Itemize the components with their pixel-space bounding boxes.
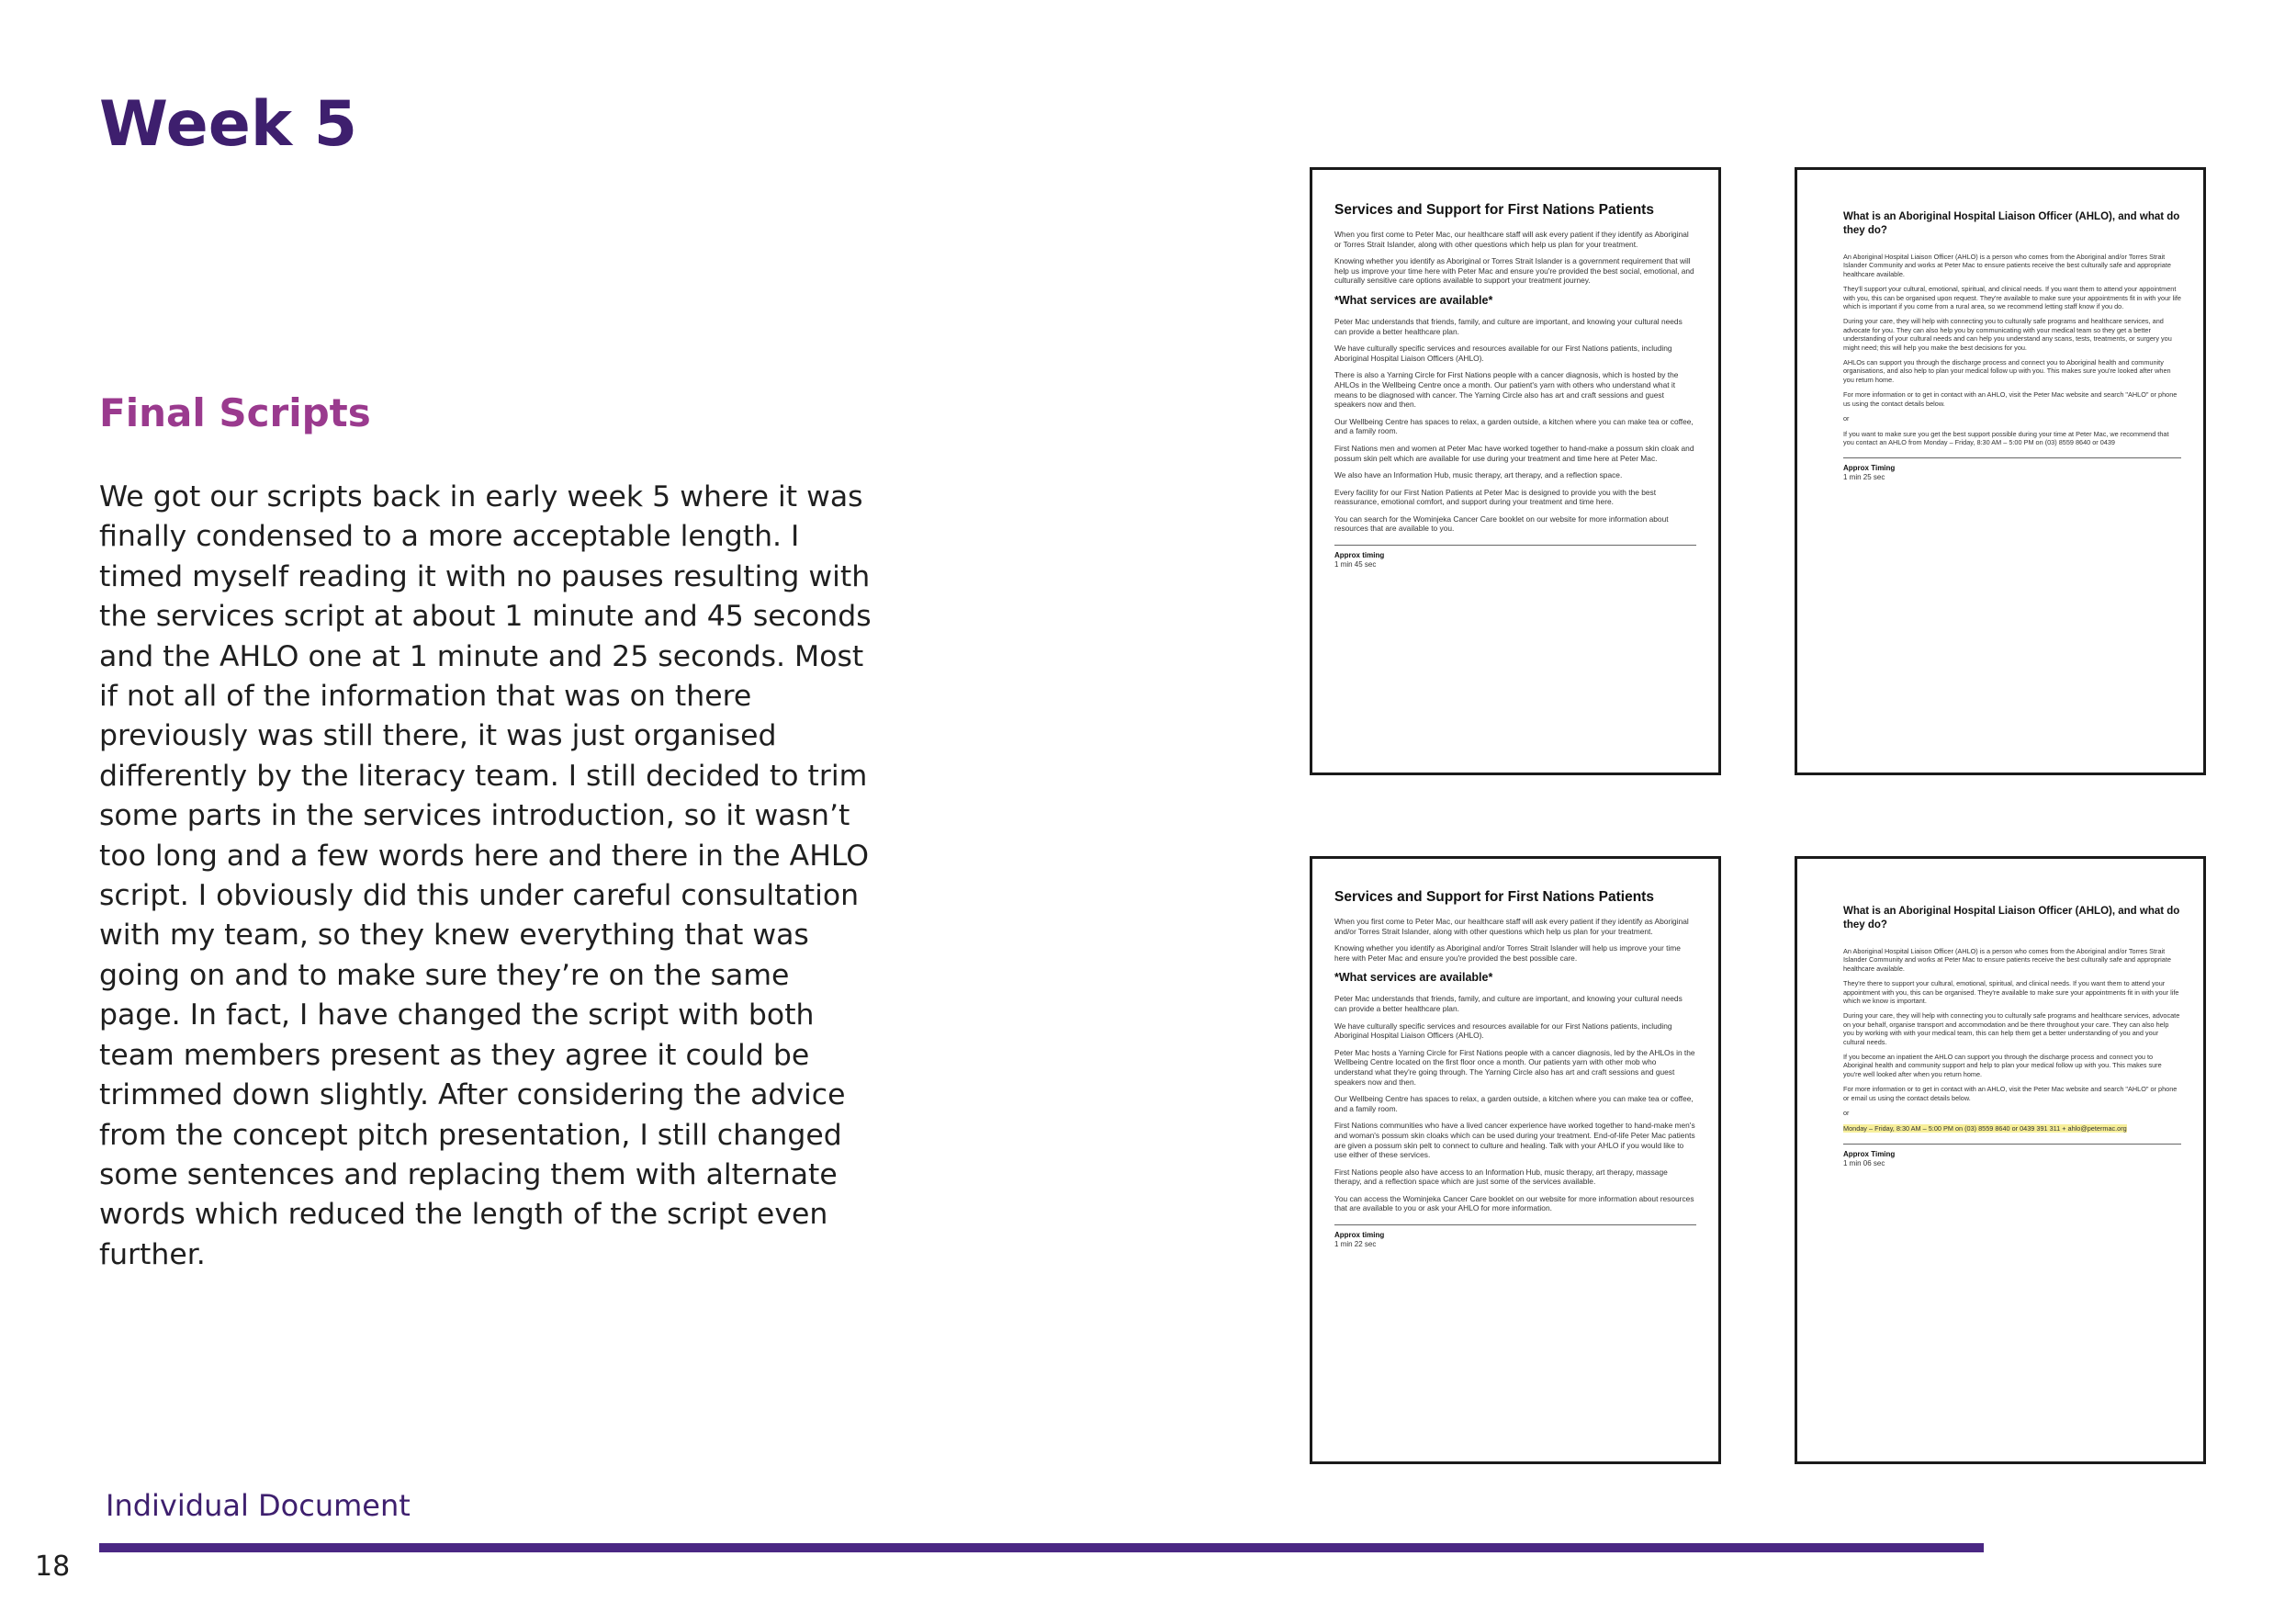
doc-paragraph: They'll support your cultural, emotional, spiritual, and clinical needs. If you want them to attend your appointment with you, this can be organised upon request. They're available to make sure your appointments fit in with your life which is important if you come from a rural area, so we recommend letting staff know if you do. [1843, 285, 2181, 311]
doc-timing-label: Approx Timing [1843, 464, 1896, 473]
doc-paragraph: or [1843, 414, 1850, 423]
doc-paragraph: During your care, they will help with connecting you to culturally safe programs and healthcare services, advocate on your behalf, organise transport and accommodation and be there throughout your care. They can also help you by working with with your medical team, this can help them get a better understanding of you and your cultural needs. [1843, 1011, 2180, 1046]
doc-paragraph: AHLOs can support you through the discharge process and connect you to Aboriginal health and community organisations, and also help to plan your medical follow up with you. This makes sure you're looked after when you return home. [1843, 358, 2171, 384]
doc-paragraph: Knowing whether you identify as Aboriginal and/or Torres Strait Islander will help us improve your time here with Peter Mac and ensure you're provided the best possible care. [1334, 943, 1681, 963]
doc-paragraph: Every facility for our First Nation Patients at Peter Mac is designed to provide you with the best reassurance, emotional comfort, and support during your treatment and time here. [1334, 487, 1657, 507]
doc-title: Services and Support for First Nations Patients [1334, 202, 1654, 218]
doc-paragraph: You can search for the Wominjeka Cancer Care booklet on our website for more information about resources that are available to you. [1334, 513, 1669, 534]
doc-paragraph: They're there to support your cultural, emotional, spiritual, and clinical needs. If you want them to attend your appointment with you, this can be organised. They're available to make sure your appointments fit in with your life which we know is important. [1843, 979, 2179, 1006]
doc-paragraph: During your care, they will help with connecting you to culturally safe programs and healthcare services, and advocate for you. They can also help you by communicating with your medical team so they get a better understanding of your cultural needs and can help you understand any scans, tests, treatments, or surgery you might need; this will help you make the best decisions for you. [1843, 317, 2172, 352]
doc-paragraph: First Nations men and women at Peter Mac have worked together to hand-make a possum skin cloak and possum skin pelt which are available for use during your treatment and time here at Peter Mac. [1334, 443, 1694, 463]
doc-paragraph: Our Wellbeing Centre has spaces to relax, a garden outside, a kitchen where you can make tea or coffee, and a family room. [1334, 416, 1694, 436]
doc-paragraph: When you first come to Peter Mac, our healthcare staff will ask every patient if they identify as Aboriginal and/or Torres Strait Islander, along with other questions which help us plan for your treatment. [1334, 917, 1689, 936]
doc-timing-value: 1 min 45 sec [1334, 560, 1377, 570]
doc-divider [1334, 1224, 1696, 1225]
doc-paragraph: Peter Mac understands that friends, family, and culture are important, and knowing your cultural needs can provide a better healthcare plan. [1334, 994, 1683, 1013]
footer-label: Individual Document [106, 1488, 411, 1523]
document-ahlo-draft [1795, 167, 2206, 775]
doc-timing-label: Approx timing [1334, 1231, 1385, 1240]
doc-paragraph: For more information or to get in contact with an AHLO, visit the Peter Mac website and search "AHLO" or phone or email us using the contact details below. [1843, 1085, 2178, 1102]
doc-paragraph: You can access the Wominjeka Cancer Care booklet on our website for more information about resources that are available to you or ask your AHLO for more information. [1334, 1193, 1694, 1213]
doc-paragraph: If you want to make sure you get the best support possible during your time at Peter Mac, we recommend that you contact an AHLO from Monday – Friday, 8:30 AM – 5:00 PM on (03) 8559 8640 or 0439 [1843, 429, 2169, 446]
doc-paragraph: First Nations communities who have a lived cancer experience have worked together to hand-make men's and woman's possum skin cloaks which can be used during your treatment. End-of-life Peter Mac patients are given a possum skin pelt to connect to culture and healing. Talk with your AHLO if you would like to use either of these services. [1334, 1121, 1695, 1160]
doc-timing-value: 1 min 06 sec [1843, 1158, 1885, 1167]
document-services-final [1310, 856, 1721, 1464]
doc-paragraph: An Aboriginal Hospital Liaison Officer (AHLO) is a person who comes from the Aboriginal and/or Torres Strait Islander Community and works at Peter Mac to ensure patients receive the best culturally safe and appropriate healthcare available. [1843, 947, 2171, 973]
doc-paragraph [1819, 1124, 2181, 1133]
doc-subheading: *What services are available* [1334, 971, 1493, 985]
doc-divider [1843, 457, 2181, 458]
doc-paragraph: We also have an Information Hub, music therapy, art therapy, and a reflection space. [1334, 470, 1623, 480]
doc-timing-value: 1 min 22 sec [1334, 1240, 1377, 1249]
document-ahlo-final [1795, 856, 2206, 1464]
doc-paragraph: We have culturally specific services and resources available for our First Nations patients, including Aboriginal Hospital Liaison Officers (AHLO). [1334, 1021, 1672, 1041]
doc-paragraph: Peter Mac understands that friends, family, and culture are important, and knowing your cultural needs can provide a better healthcare plan. [1334, 316, 1683, 336]
page-heading: Week 5 [99, 88, 358, 161]
doc-paragraph: Knowing whether you identify as Aboriginal or Torres Strait Islander is a government requirement that will help us improve your time here with Peter Mac and ensure you're provided the best social, emotional, and culturally sensitive care options available to support your treatment journey. [1334, 256, 1694, 286]
doc-paragraph: Peter Mac hosts a Yarning Circle for First Nations people with a cancer diagnosis, led by the AHLOs in the Wellbeing Centre located on the first floor once a month. Our patients yarn with other mob who understand what they're going through. The Yarning Circle also has art and craft sessions and guest speakers now and then. [1334, 1047, 1695, 1087]
doc-paragraph: First Nations people also have access to an Information Hub, music therapy, art therapy, massage therapy, and a reflection space which are just some of the services available. [1334, 1167, 1668, 1187]
doc-paragraph: For more information or to get in contact with an AHLO, visit the Peter Mac website and search "AHLO" or phone us using the contact details below. [1843, 390, 2178, 408]
section-title: Final Scripts [99, 390, 371, 435]
doc-paragraph: or [1843, 1109, 1850, 1118]
document-services-draft [1310, 167, 1721, 775]
doc-divider [1843, 1144, 2181, 1145]
doc-title: Services and Support for First Nations Patients [1334, 889, 1654, 905]
body-paragraph: We got our scripts back in early week 5 where it was finally condensed to a more acceptable length. I timed myself reading it with no pauses resulting with the services script at about 1 minute and 45 seconds and the AHLO one at 1 minute and 25 seconds. Most if not all of the information that was on there previously was still there, it was just organised differently by the literacy team. I still decided to trim some parts in the services introduction, so it wasn’t too long and a few words here and there in the AHLO script. I obviously did this under careful consultation with my team, so they knew everything that was going on and to make sure they’re on the same page. In fact, I have changed the script with both team members present as they agree it could be trimmed down slightly. After considering the advice from the concept pitch presentation, I still changed some sentences and replacing them with alternate words which reduced the length of the script even further. [99, 480, 872, 1271]
doc-paragraph: There is also a Yarning Circle for First Nations people with a cancer diagnosis, which is hosted by the AHLOs in the Wellbeing Centre once a month. Our patient's yarn with others who understand what it means to be diagnosed with cancer. The Yarning Circle also has art and craft sessions and guest speakers now and then. [1334, 370, 1679, 410]
doc-paragraph: An Aboriginal Hospital Liaison Officer (AHLO) is a person who comes from the Aboriginal and/or Torres Strait Islander Community and works at Peter Mac to ensure patients receive the best culturally safe and appropriate healthcare available. [1843, 253, 2171, 278]
doc-paragraph: When you first come to Peter Mac, our healthcare staff will ask every patient if they identify as Aboriginal or Torres Strait Islander, along with other questions which help us plan for your treatment. [1334, 230, 1689, 249]
doc-paragraph: If you become an inpatient the AHLO can support you through the discharge process and connect you to Aboriginal health and community support and help to plan your medical follow up with you. This makes sure you're well looked after when you return home. [1843, 1053, 2162, 1078]
footer-divider [99, 1543, 1984, 1552]
doc-paragraph: We have culturally specific services and resources available for our First Nations patients, including Aboriginal Hospital Liaison Officers (AHLO). [1334, 344, 1672, 363]
doc-timing-label: Approx timing [1334, 551, 1385, 560]
highlighted-contact: Monday – Friday, 8:30 AM – 5:00 PM on (03) 8559 8640 or 0439 391 311 + ahlo@petermac.org [1843, 1123, 2127, 1133]
doc-timing-label: Approx Timing [1843, 1149, 1896, 1158]
doc-divider [1334, 545, 1696, 546]
doc-timing-value: 1 min 25 sec [1843, 473, 1885, 482]
page-number: 18 [35, 1551, 71, 1583]
doc-paragraph: Our Wellbeing Centre has spaces to relax, a garden outside, a kitchen where you can make tea or coffee, and a family room. [1334, 1094, 1694, 1113]
doc-title: What is an Aboriginal Hospital Liaison Officer (AHLO), and what do they do? [1843, 906, 2180, 930]
doc-subheading: *What services are available* [1334, 293, 1493, 307]
doc-title: What is an Aboriginal Hospital Liaison Officer (AHLO), and what do they do? [1843, 211, 2180, 236]
